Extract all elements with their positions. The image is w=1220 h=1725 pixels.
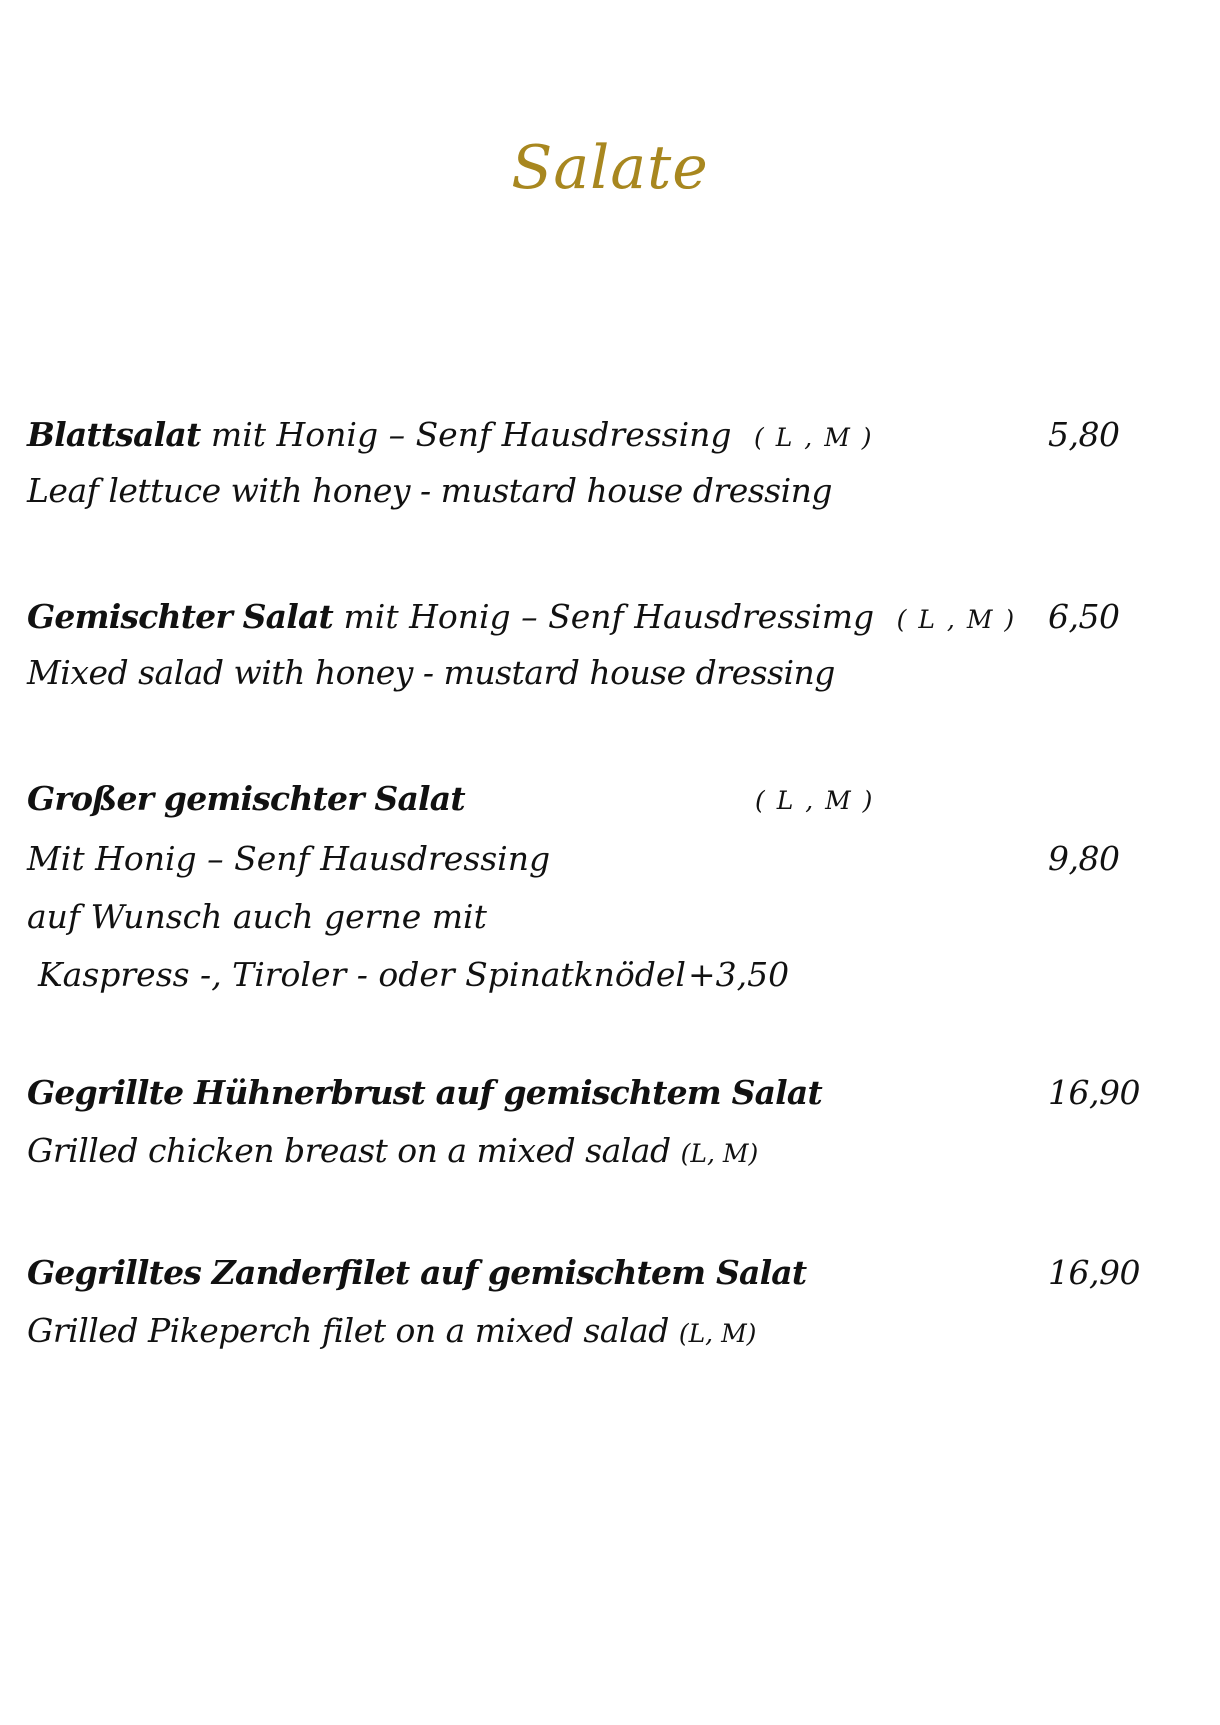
menu-item-4-price: 16,90: [1048, 1073, 1140, 1112]
menu-item-3-price: 9,80: [1048, 839, 1120, 878]
menu-item-5-name: Gegrilltes Zanderfilet auf gemischtem Salat: [27, 1253, 807, 1292]
menu-item-2-allergens: ( L , M ): [896, 605, 1017, 634]
menu-item-5-desc-en: Grilled Pikeperch filet on a mixed salad: [27, 1311, 669, 1350]
menu-item-1-heading: [27, 415, 874, 454]
menu-item-4-desc-line: [27, 1131, 759, 1170]
menu-item-2-price: 6,50: [1048, 597, 1120, 636]
menu-item-5-allergens: (L, M): [678, 1319, 757, 1348]
menu-item-4-heading: [27, 1073, 822, 1112]
menu-item-1-price: 5,80: [1048, 415, 1120, 454]
menu-item-3-name: Großer gemischter Salat: [27, 779, 465, 818]
menu-item-1-name: Blattsalat: [27, 415, 201, 454]
menu-item-3-heading: [27, 779, 465, 818]
menu-item-2-name: Gemischter Salat: [27, 597, 333, 636]
menu-item-5-heading: [27, 1253, 807, 1292]
menu-item-2-desc-en: Mixed salad with honey - mustard house dressing: [27, 653, 835, 692]
menu-item-1-desc-de: mit Honig – Senf Hausdressing: [210, 415, 732, 454]
page-title: Salate: [511, 133, 709, 203]
menu-item-3-allergens: ( L , M ): [755, 786, 875, 815]
menu-item-2-heading: [27, 597, 1017, 636]
menu-item-1-desc-en: Leaf lettuce with honey - mustard house dressing: [27, 471, 833, 510]
menu-item-3-option-price: +3,50: [688, 955, 790, 994]
menu-item-1-allergens: ( L , M ): [754, 423, 874, 452]
menu-item-3-option-detail: Kaspress -, Tiroler - oder Spinatknödel: [38, 955, 686, 994]
menu-item-4-allergens: (L, M): [680, 1139, 759, 1168]
menu-item-5-price: 16,90: [1048, 1253, 1140, 1292]
menu-item-2-desc-de: mit Honig – Senf Hausdressimg: [343, 597, 875, 636]
menu-item-4-desc-en: Grilled chicken breast on a mixed salad: [27, 1131, 671, 1170]
menu-item-3-option-line: auf Wunsch auch gerne mit: [27, 897, 487, 936]
menu-item-3-desc-de: Mit Honig – Senf Hausdressing: [27, 839, 551, 878]
menu-item-4-name: Gegrillte Hühnerbrust auf gemischtem Salat: [27, 1073, 822, 1112]
menu-item-5-desc-line: [27, 1311, 757, 1350]
